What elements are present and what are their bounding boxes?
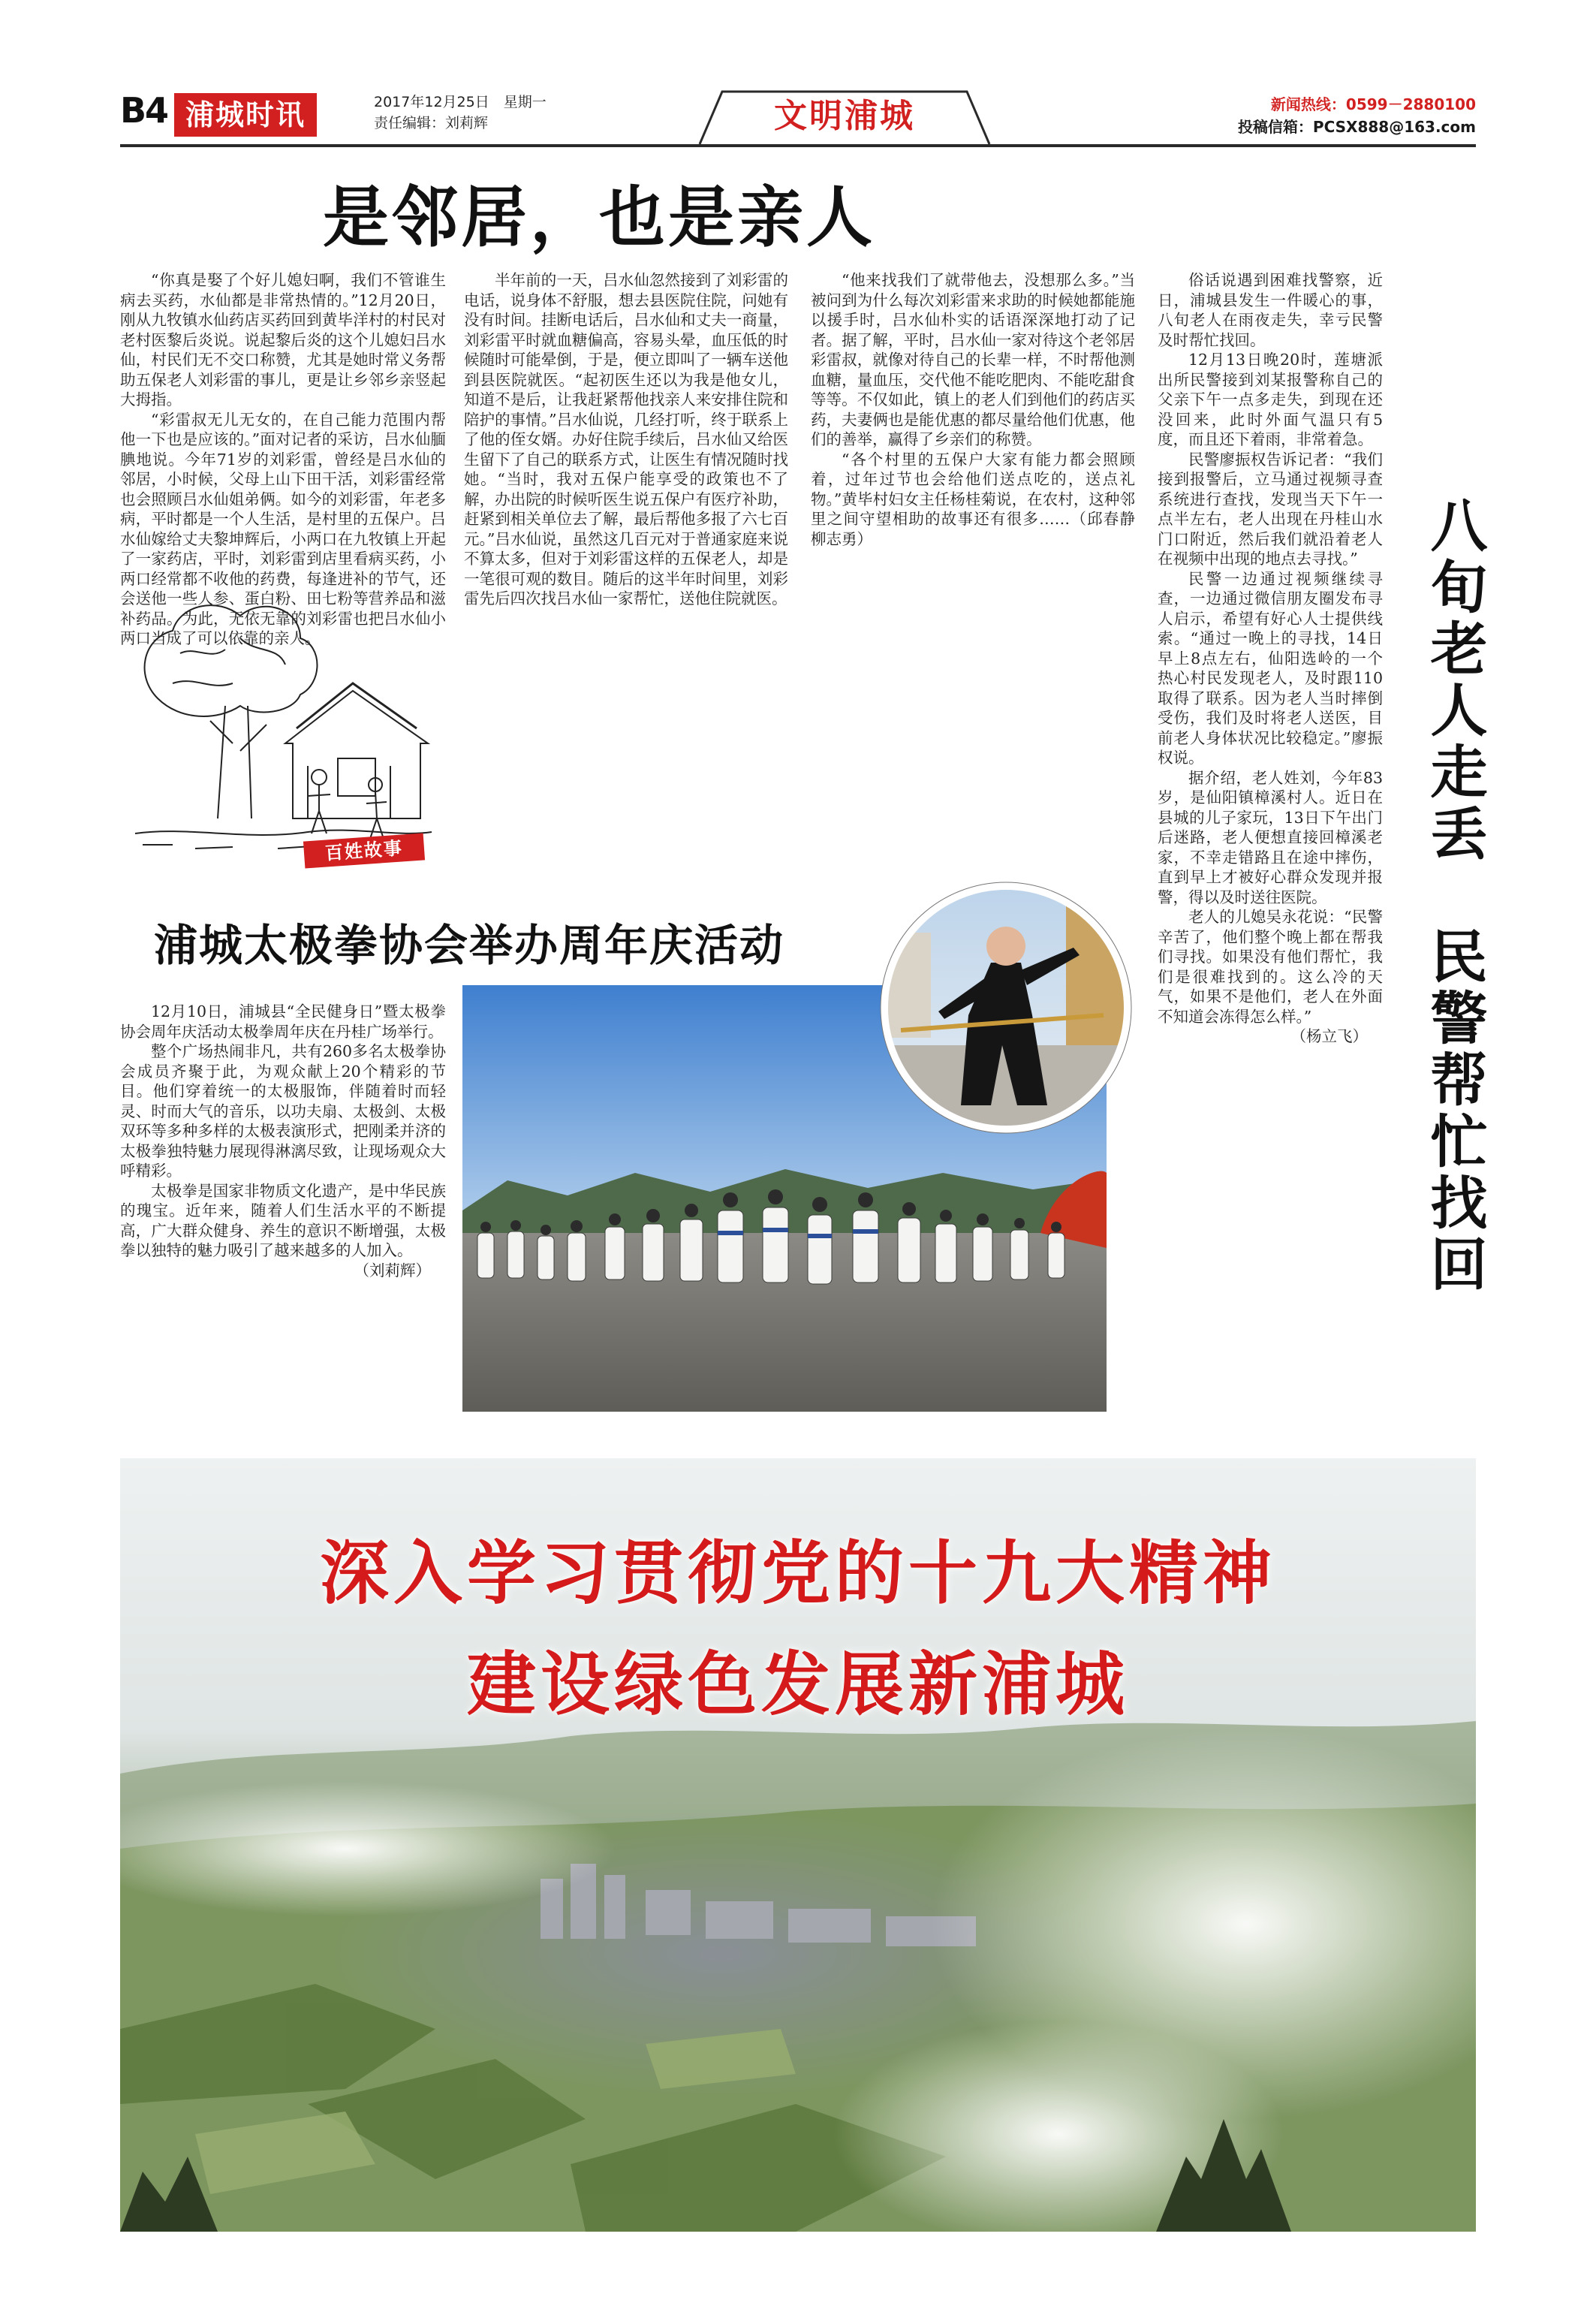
- story-byline: （杨立飞）: [1290, 1027, 1368, 1045]
- submission-email: 投稿信箱：PCSX888@163.com: [1237, 118, 1476, 136]
- section-title: 文明浦城: [774, 97, 915, 135]
- police-story-column: [1158, 270, 1383, 1201]
- taiji-story-headline: 浦城太极拳协会举办周年庆活动: [154, 920, 785, 971]
- neighbor-story-column-3: [811, 270, 1135, 856]
- village-sketch-illustration: [128, 593, 435, 871]
- neighbor-story-column-2: [464, 270, 788, 856]
- neighbor-story-headline: 是邻居，也是亲人: [323, 179, 876, 256]
- story-paragraph: 民警一边通过视频继续寻查，一边通过微信朋友圈发布寻人启示，希望有好心人士提供线索。“通过一晚上的寻找，14日早上8点左右，仙阳选岭的一个热心村民发现老人，及时跟110取得了联系。因为老人当时摔倒受伤，我们及时将老人送医，目前老人身体状况比较稳定。”廖振权说。: [1158, 569, 1383, 767]
- page-code: B4: [120, 90, 168, 131]
- story-paragraph: “各个村里的五保户大家有能力都会照顾着，过年过节也会给他们送点吃的，送点礼物。”黄毕村妇女主任杨桂菊说，在农村，这种邻里之间守望相助的故事还有很多……（邱春静 柳志勇）: [811, 450, 1135, 548]
- taiji-story-column: [120, 1002, 446, 1422]
- story-paragraph: “彩雷叔无儿无女的，在自己能力范围内帮他一下也是应该的。”面对记者的采访，吕水仙腼腆地说。今年71岁的刘彩雷，曾经是吕水仙的邻居，小时候，父母上山下田干活，刘彩雷经常也会照顾吕水仙姐弟俩。如今的刘彩雷，年老多病，平时都是一个人生活，是村里的五保户。吕水仙嫁给丈夫黎坤辉后，小两口在九牧镇上开起了一家药店，平时，刘彩雷到店里看病买药，小两口经常都不收他的药费，每逢进补的节气，还会送他一些人参、蛋白粉、田七粉等营养品和滋补药品。为此，无依无靠的刘彩雷也把吕水仙小两口当成了可以依靠的亲人。: [120, 410, 446, 647]
- police-story-headline: 八旬老人走丢 民警帮忙找回: [1421, 496, 1488, 1296]
- section-tab: [700, 89, 989, 144]
- story-byline: （刘莉辉）: [354, 1261, 431, 1280]
- header-divider: [120, 144, 1476, 147]
- story-paragraph: 12月10日，浦城县“全民健身日”暨太极拳协会周年庆活动太极拳周年庆在丹桂广场举行。: [120, 1002, 446, 1041]
- taiji-master-photo: [878, 880, 1134, 1135]
- neighbor-story-column-1: [120, 270, 446, 647]
- story-paragraph: 俗话说遇到困难找警察，近日，浦城县发生一件暖心的事，八旬老人在雨夜走失，幸亏民警及时帮忙找回。: [1158, 271, 1383, 349]
- story-paragraph: 民警廖振权告诉记者：“我们接到报警后，立马通过视频寻查系统进行查找，发现当天下午一点半左右，老人出现在丹桂山水门口附近，然后我们就沿着老人在视频中出现的地点去寻找。”: [1158, 450, 1383, 568]
- story-paragraph: 据介绍，老人姓刘，今年83岁，是仙阳镇樟溪村人。近日在县城的儿子家玩，13日下午出门后迷路，老人便想直接回樟溪老家，不幸走错路且在途中摔伤，直到早上才被好心群众发现并报警，得以及时送往医院。: [1158, 768, 1383, 906]
- banner-slogan-line-1: 深入学习贯彻党的十九大精神: [319, 1533, 1276, 1614]
- contact-info: [1238, 93, 1476, 138]
- banner-slogan-line-2: 建设绿色发展新浦城: [466, 1644, 1129, 1725]
- news-hotline: 新闻热线：0599－2880100: [1270, 95, 1476, 113]
- editor-credit: 责任编辑：刘莉辉: [374, 115, 489, 131]
- story-paragraph: 12月13日晚20时，莲塘派出所民警接到刘某报警称自己的父亲下午一点多走失，到现在还没回来，此时外面气温只有5度，而且还下着雨，非常着急。: [1158, 351, 1383, 448]
- column-stamp: 百姓故事: [303, 833, 425, 868]
- issue-meta: [374, 92, 547, 134]
- story-paragraph: 半年前的一天，吕水仙忽然接到了刘彩雷的电话，说身体不舒服，想去县医院住院，问她有没有时间。挂断电话后，吕水仙和丈夫一商量，刘彩雷平时就血糖偏高，容易头晕，血压低的时候随时可能晕倒，于是，便立即叫了一辆车送他到县医院就医。“起初医生还以为我是他女儿，知道不是后，让我赶紧帮他找亲人来安排住院和陪护的事情。”吕水仙说，几经打听，终于联系上了他的侄女婿。办好住院手续后，吕水仙又给医生留下了自己的联系方式，让医生有情况随时找她。“当时，我对五保户能享受的政策也不了解，办出院的时候听医生说五保户有医疗补助，赶紧到相关单位去了解，最后帮他多报了六七百元。”吕水仙说，虽然这几百元对于普通家庭来说不算太多，但对于刘彩雷这样的五保老人，却是一笔很可观的数目。随后的这半年时间里，刘彩雷先后四次找吕水仙一家帮忙，送他住院就医。: [464, 271, 788, 607]
- story-paragraph: 整个广场热闹非凡，共有260多名太极拳协会成员齐聚于此，为观众献上20个精彩的节目。他们穿着统一的太极服饰，伴随着时而轻灵、时而大气的音乐，以功夫扇、太极剑、太极双环等多种多样的太极表演形式，把刚柔并济的太极拳独特魅力展现得淋漓尽致，让现场观众大呼精彩。: [120, 1042, 446, 1180]
- story-paragraph: 老人的儿媳吴永花说：“民警辛苦了，他们整个晚上都在帮我们寻找。如果没有他们帮忙，我们是很难找到的。这么冷的天气，如果不是他们，老人在外面不知道会冻得怎么样。”: [1158, 908, 1383, 1026]
- masthead: [120, 89, 1476, 149]
- story-paragraph: 太极拳是国家非物质文化遗产，是中华民族的瑰宝。近年来，随着人们生活水平的不断提高，广大群众健身、养生的意识不断增强，太极拳以独特的魅力吸引了越来越多的人加入。: [120, 1181, 446, 1259]
- issue-date: 2017年12月25日 星期一: [374, 94, 547, 110]
- story-paragraph: “你真是娶了个好儿媳妇啊，我们不管谁生病去买药，水仙都是非常热情的。”12月20日，刚从九牧镇水仙药店买药回到黄毕洋村的村民对老村医黎后炎说。说起黎后炎的这个儿媳妇吕水仙，村民们无不交口称赞，尤其是她时常义务帮助五保老人刘彩雷的事儿，更是让乡邻乡亲竖起大拇指。: [120, 271, 446, 408]
- newspaper-logo: 浦城时讯: [174, 93, 317, 137]
- story-paragraph: “他来找我们了就带他去，没想那么多。”当被问到为什么每次刘彩雷来求助的时候她都能施以援手时，吕水仙朴实的话语深深地打动了记者。据了解，平时，吕水仙一家对待这个老邻居彩雷叔，就像对待自己的长辈一样，不时帮他测血糖，量血压，交代他不能吃肥肉、不能吃甜食等等。不仅如此，镇上的老人们到他们的药店买药，夫妻俩也是能优惠的都尽量给他们优惠，他们的善举，赢得了乡亲们的称赞。: [811, 271, 1135, 448]
